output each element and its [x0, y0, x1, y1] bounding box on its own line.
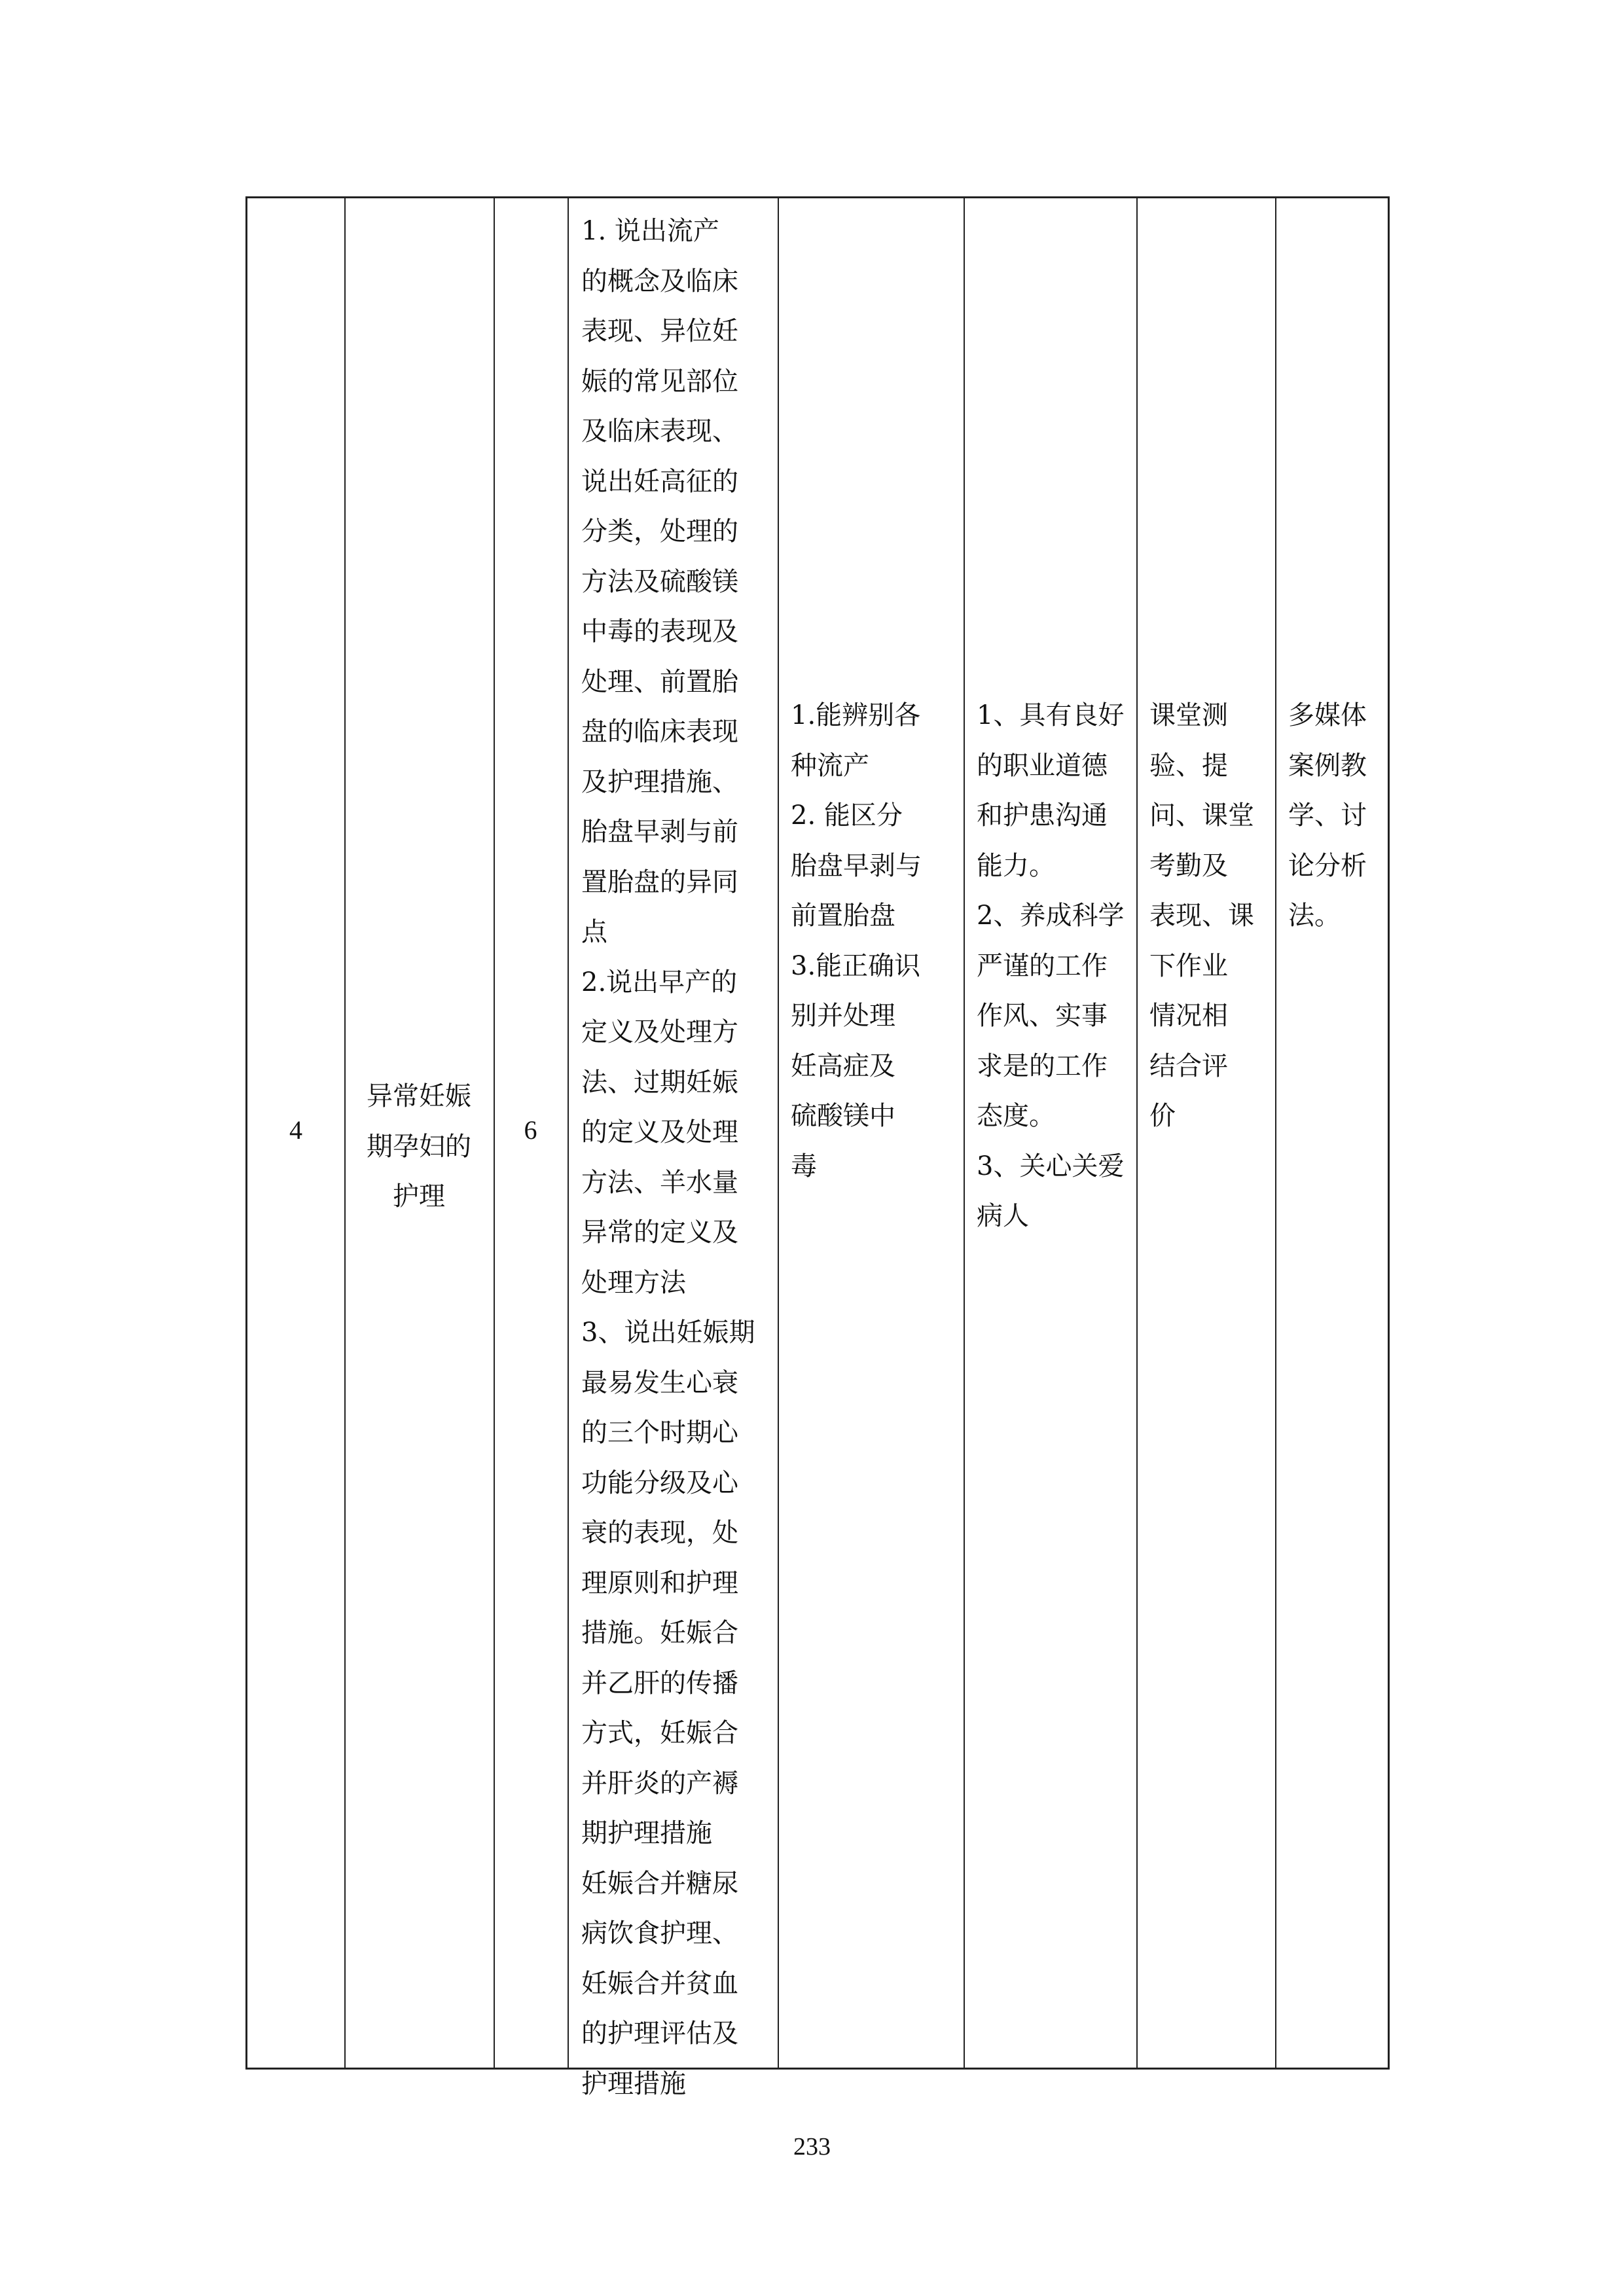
skill-goal-line: 硫酸镁中 [791, 1101, 895, 1131]
knowledge-goal-line: 1. 说出流产 [581, 216, 719, 246]
knowledge-goal-line: 的三个时期心 [581, 1418, 738, 1448]
knowledge-goal-line: 异常的定义及 [581, 1217, 738, 1247]
hours-cell [494, 1105, 568, 1156]
teaching-method-line: 多媒体 [1288, 700, 1367, 730]
knowledge-goal-line: 2.说出早产的 [581, 967, 738, 997]
quality-goal-line: 1、具有良好 [977, 700, 1125, 730]
teaching-method-line: 学、讨 [1288, 800, 1367, 831]
skill-goal-line: 1.能辨别各 [791, 700, 921, 730]
knowledge-goal-line: 置胎盘的异同 [581, 867, 738, 897]
skill-goal-line: 毒 [791, 1151, 817, 1181]
knowledge-goal-line: 期护理措施 [581, 1818, 712, 1848]
topic-cell [344, 1071, 494, 1222]
teaching-method-line: 论分析 [1288, 850, 1367, 881]
quality-goal-line: 作风、实事 [977, 1001, 1108, 1031]
knowledge-goal-line: 定义及处理方 [581, 1017, 738, 1047]
skill-goal-line: 妊高症及 [791, 1050, 895, 1081]
teaching-method-line: 案例教 [1288, 750, 1367, 781]
column-divider [1136, 198, 1138, 2068]
assessment-line: 价 [1149, 1101, 1176, 1131]
page-number: 233 [793, 2133, 831, 2161]
quality-goal-line: 3、关心关爱 [977, 1151, 1125, 1181]
assessment-line: 验、提 [1149, 750, 1228, 781]
knowledge-goal-line: 及临床表现、 [581, 416, 738, 446]
quality-goals-cell [977, 691, 1124, 1242]
knowledge-goal-line: 病饮食护理、 [581, 1918, 738, 1948]
assessment-line: 下作业 [1149, 950, 1228, 981]
knowledge-goals-cell [581, 206, 755, 2109]
assessment-cell [1149, 691, 1254, 1141]
knowledge-goal-line: 衰的表现，处 [581, 1518, 738, 1548]
knowledge-goal-line: 护理措施 [581, 2068, 686, 2099]
skill-goal-line: 前置胎盘 [791, 901, 895, 931]
quality-goal-line: 病人 [977, 1201, 1029, 1231]
skill-goal-line: 胎盘早剥与 [791, 850, 922, 881]
topic-line: 异常妊娠 [367, 1081, 471, 1111]
row-index: 4 [289, 1115, 302, 1145]
knowledge-goal-line: 娠的常见部位 [581, 366, 738, 397]
quality-goal-line: 态度。 [977, 1101, 1055, 1131]
column-divider [1275, 198, 1276, 2068]
assessment-line: 问、课堂 [1149, 800, 1254, 831]
knowledge-goal-line: 的定义及处理 [581, 1117, 738, 1147]
hours-value: 6 [524, 1115, 537, 1145]
quality-goal-line: 和护患沟通 [977, 800, 1108, 831]
knowledge-goal-line: 及护理措施、 [581, 766, 738, 797]
skill-goal-line: 别并处理 [791, 1001, 895, 1031]
knowledge-goal-line: 中毒的表现及 [581, 617, 738, 647]
skill-goal-line: 种流产 [791, 750, 869, 781]
column-divider [964, 198, 965, 2068]
quality-goal-line: 能力。 [977, 850, 1055, 881]
knowledge-goal-line: 功能分级及心 [581, 1467, 738, 1498]
knowledge-goal-line: 表现、异位妊 [581, 316, 738, 346]
knowledge-goal-line: 妊娠合并贫血 [581, 1968, 738, 1999]
assessment-line: 考勤及 [1149, 850, 1228, 881]
skill-goal-line: 3.能正确识 [791, 950, 921, 981]
column-divider [568, 198, 569, 2068]
quality-goal-line: 2、养成科学 [977, 901, 1125, 931]
knowledge-goal-line: 的概念及临床 [581, 266, 738, 296]
knowledge-goal-line: 妊娠合并糖尿 [581, 1868, 738, 1899]
assessment-line: 情况相 [1149, 1001, 1228, 1031]
knowledge-goal-line: 理原则和护理 [581, 1568, 738, 1598]
topic-line: 期孕妇的 [367, 1131, 471, 1162]
knowledge-goal-line: 措施。妊娠合 [581, 1618, 738, 1648]
skill-goals-cell [791, 691, 922, 1191]
knowledge-goal-line: 胎盘早剥与前 [581, 817, 738, 847]
teaching-method-line: 法。 [1288, 901, 1341, 931]
teaching-methods-cell [1288, 691, 1367, 941]
knowledge-goal-line: 方法、羊水量 [581, 1167, 738, 1198]
knowledge-goal-line: 分类，处理的 [581, 516, 738, 547]
knowledge-goal-line: 最易发生心衰 [581, 1367, 738, 1398]
topic-line: 护理 [393, 1181, 445, 1211]
knowledge-goal-line: 方法及硫酸镁 [581, 566, 738, 597]
knowledge-goal-line: 3、说出妊娠期 [581, 1318, 755, 1348]
knowledge-goal-line: 点 [581, 917, 607, 947]
assessment-line: 课堂测 [1149, 700, 1228, 730]
row-index-cell [247, 1105, 344, 1156]
assessment-line: 表现、课 [1149, 901, 1254, 931]
knowledge-goal-line: 法、过期妊娠 [581, 1067, 738, 1098]
knowledge-goal-line: 并肝炎的产褥 [581, 1768, 738, 1799]
knowledge-goal-line: 并乙肝的传播 [581, 1668, 738, 1698]
knowledge-goal-line: 处理、前置胎 [581, 666, 738, 697]
assessment-line: 结合评 [1149, 1050, 1228, 1081]
quality-goal-line: 求是的工作 [977, 1050, 1108, 1081]
skill-goal-line: 2. 能区分 [791, 800, 903, 831]
knowledge-goal-line: 的护理评估及 [581, 2018, 738, 2049]
curriculum-table [245, 196, 1390, 2099]
knowledge-goal-line: 说出妊高征的 [581, 466, 738, 497]
knowledge-goal-line: 处理方法 [581, 1267, 686, 1298]
knowledge-goal-line: 盘的临床表现 [581, 717, 738, 747]
quality-goal-line: 的职业道德 [977, 750, 1108, 781]
knowledge-goal-line: 方式，妊娠合 [581, 1718, 738, 1748]
quality-goal-line: 严谨的工作 [977, 950, 1108, 981]
column-divider [778, 198, 779, 2068]
